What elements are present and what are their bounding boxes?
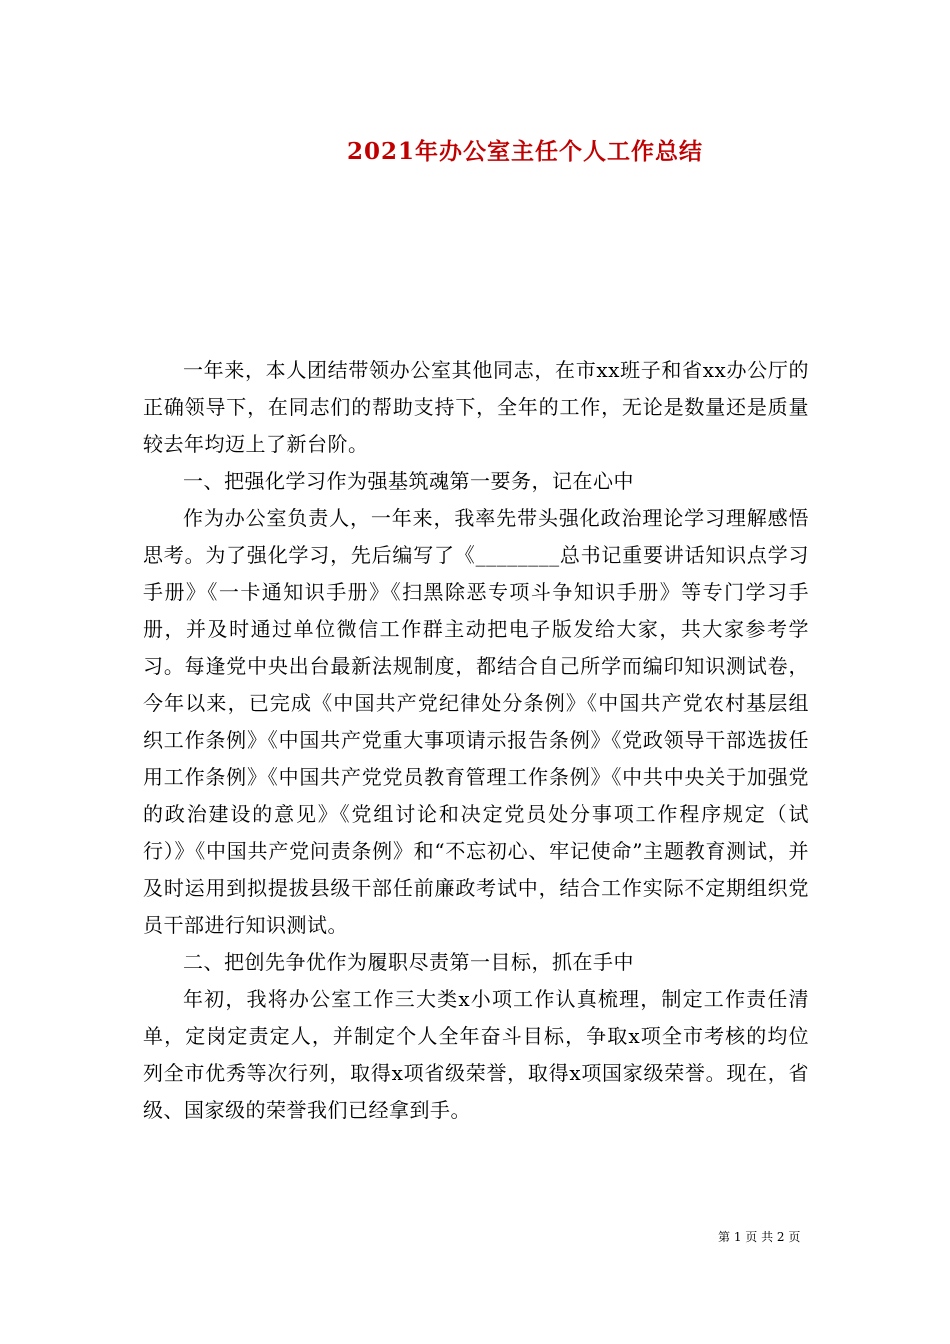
paragraph-intro: 一年来，本人团结带领办公室其他同志，在市xx班子和省xx办公厅的正确领导下，在同志们的帮助支持下，全年的工作，无论是数量还是质量较去年均迈上了新台阶。 — [143, 358, 809, 456]
paragraph-section-2: 年初，我将办公室工作三大类x小项工作认真梳理，制定工作责任清单，定岗定责定人，并制定个人全年奋斗目标，争取x项全市考核的均位列全市优秀等次行列，取得x项省级荣誉，取得x项国家级荣誉。现在，省级、国家级的荣誉我们已经拿到手。 — [143, 987, 809, 1122]
page-title: 2021年办公室主任个人工作总结 — [346, 138, 703, 165]
paragraph-section-1: 作为办公室负责人，一年来，我率先带头强化政治理论学习理解感悟思考。为了强化学习，先后编写了《________总书记重要讲话知识点学习手册》《一卡通知识手册》《扫黑除恶专项斗争知识手册》等专门学习手册，并及时通过单位微信工作群主动把电子版发给大家，共大家参考学习。每逢党中央出台最新法规制度，都结合自己所学而编印知识测试卷，今年以来，已完成《中国共产党纪律处分条例》《中国共产党农村基层组织工作条例》《中国共产党重大事项请示报告条例》《党政领导干部选拔任用工作条例》《中国共产党党员教育管理工作条例》《中共中央关于加强党的政治建设的意见》《党组讨论和决定党员处分事项工作程序规定（试行）》《中国共产党问责条例》和“不忘初心、牢记使命”主题教育测试，并及时运用到拟提拔县级干部任前廉政考试中，结合工作实际不定期组织党员干部进行知识测试。 — [143, 506, 809, 937]
section-heading-1: 一、把强化学习作为强基筑魂第一要务，记在心中 — [183, 469, 634, 493]
page-number-footer: 第 1 页 共 2 页 — [718, 1230, 801, 1244]
section-heading-2: 二、把创先争优作为履职尽责第一目标，抓在手中 — [183, 950, 634, 974]
document-body — [143, 352, 809, 1129]
